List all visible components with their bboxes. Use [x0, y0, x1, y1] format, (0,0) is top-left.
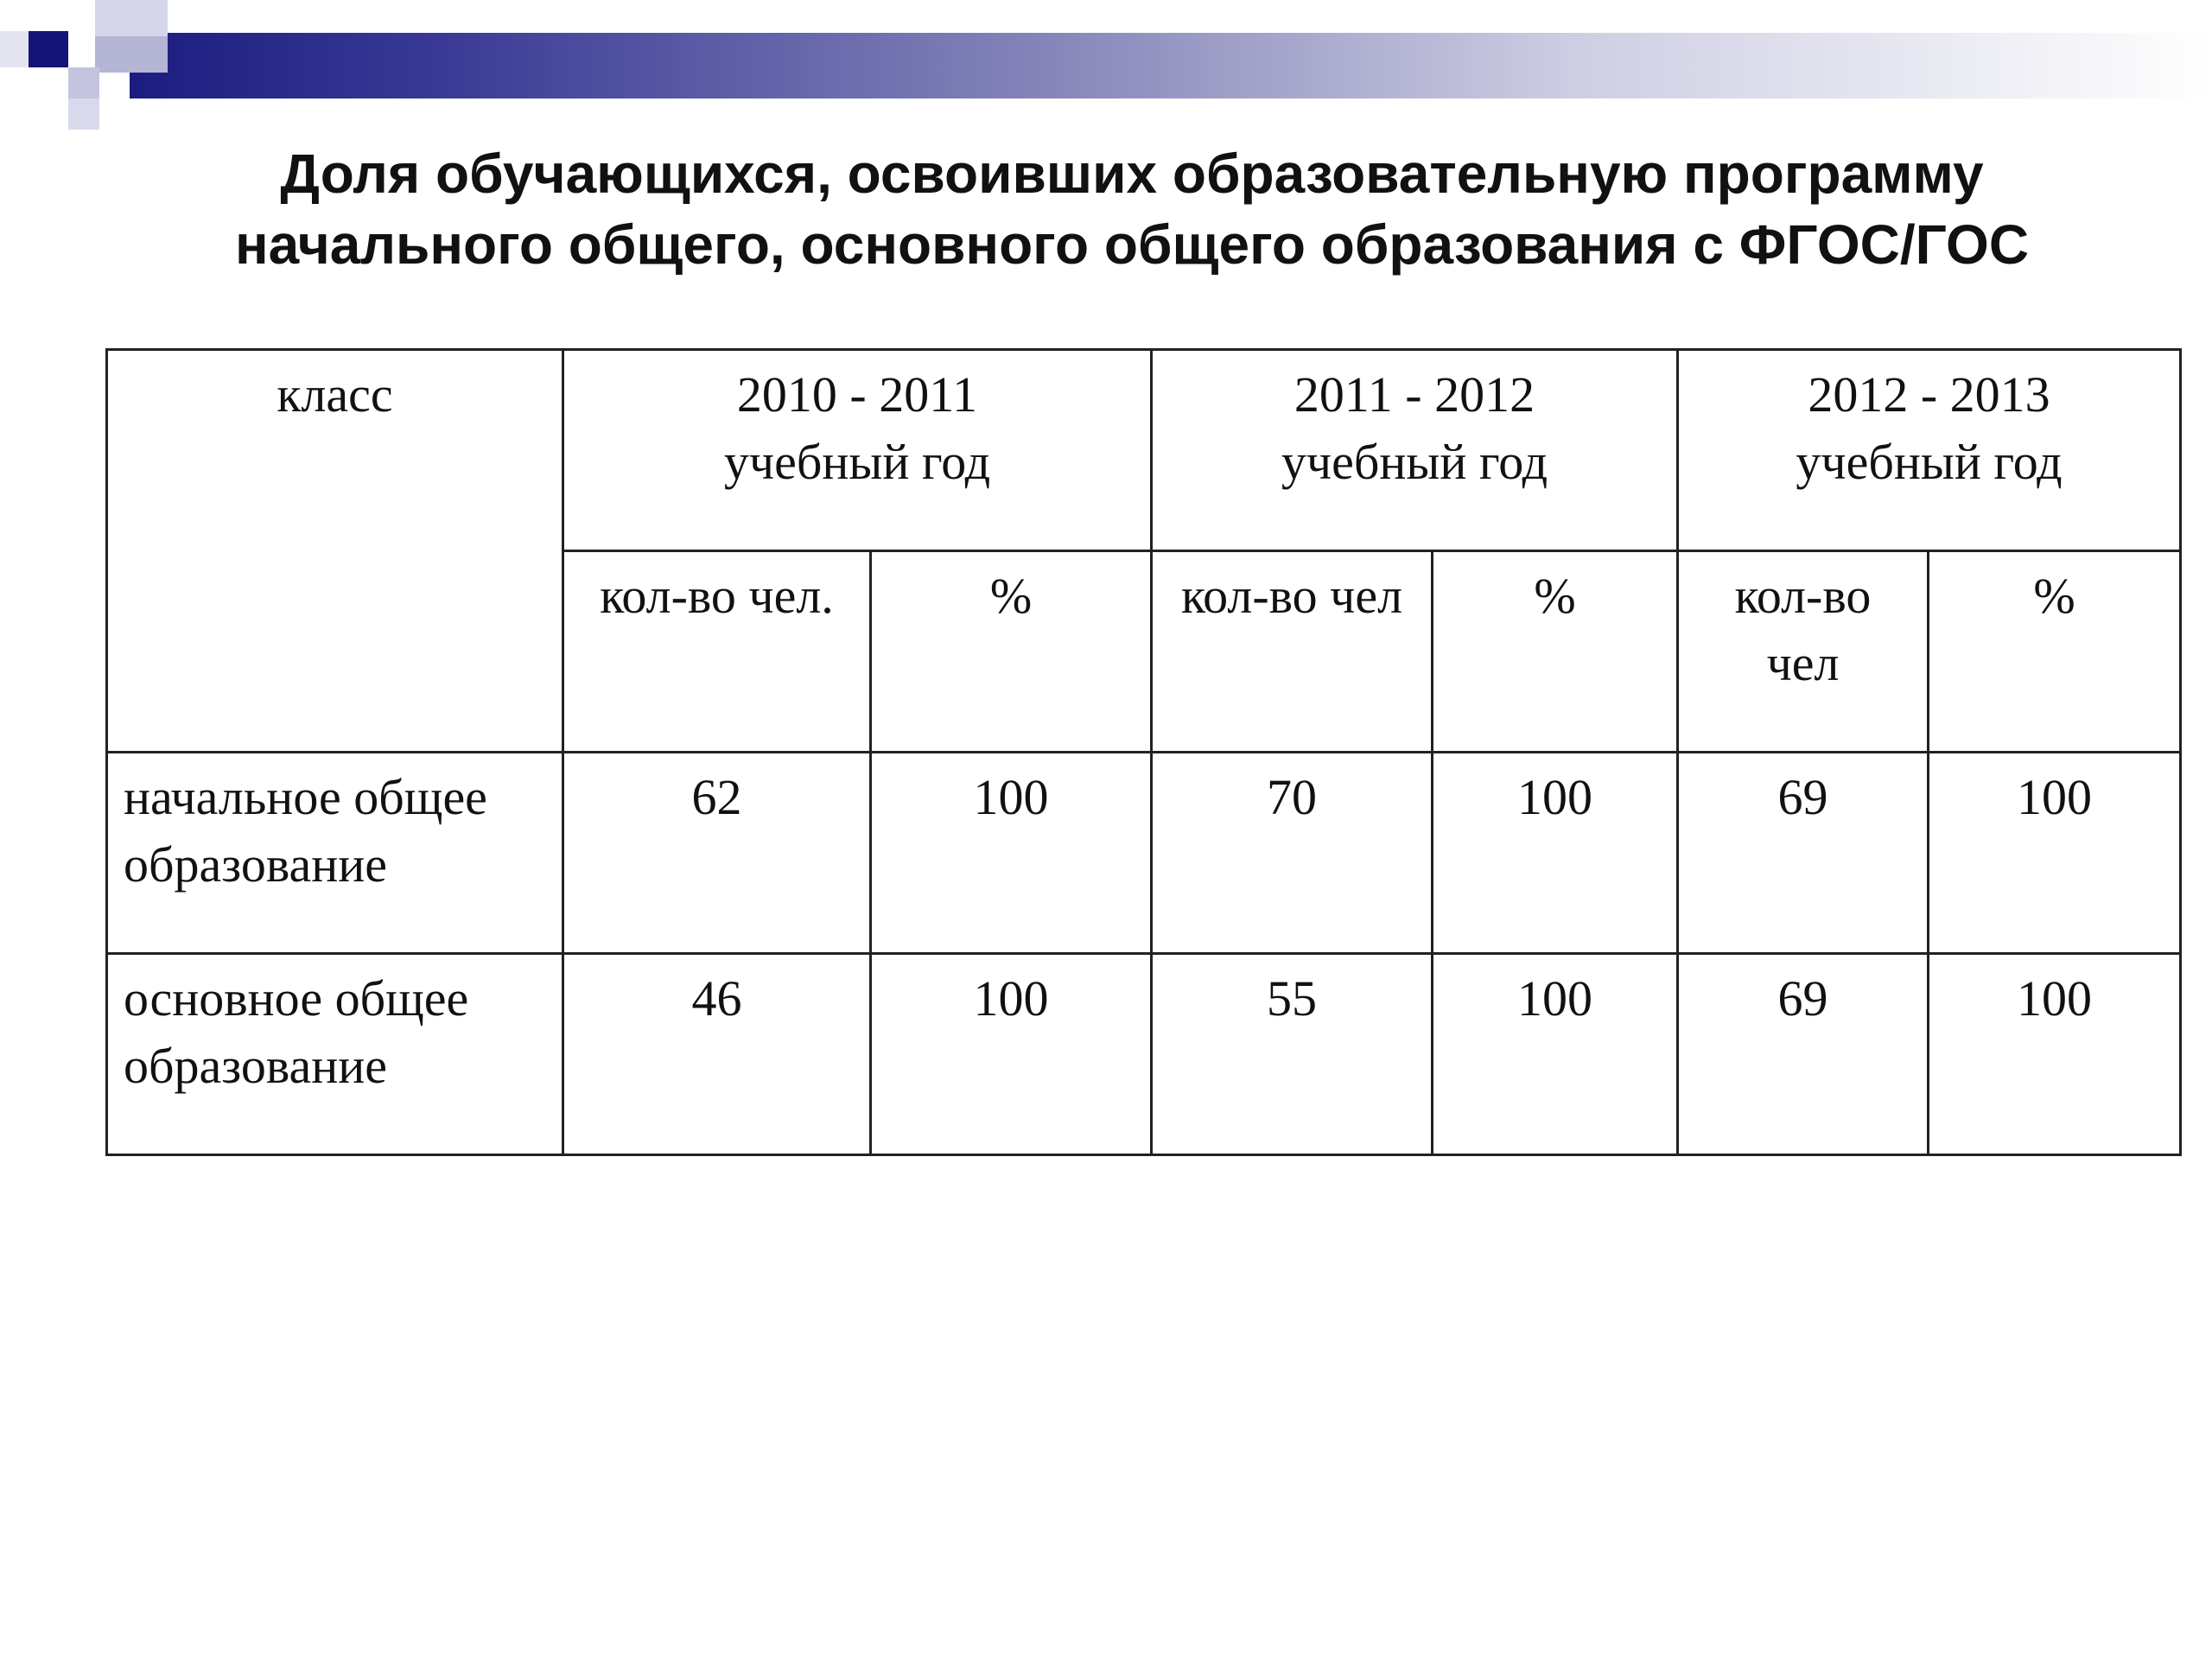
row-label-line: начальное общее — [124, 769, 487, 825]
year-range: 2010 - 2011 — [736, 366, 978, 423]
year-label: учебный год — [1281, 434, 1548, 490]
year-range: 2011 - 2012 — [1294, 366, 1535, 423]
header-decor-square — [68, 99, 99, 130]
cell-count: 69 — [1678, 753, 1929, 954]
cell-percent: 100 — [871, 753, 1152, 954]
subheader-count-line: кол-во — [1734, 568, 1872, 624]
table-row — [107, 954, 2181, 1155]
header-gradient-bar — [130, 33, 2212, 99]
cell-percent: 100 — [1433, 753, 1678, 954]
cell-count: 70 — [1152, 753, 1433, 954]
header-decor-square — [0, 31, 29, 67]
cell-percent: 100 — [1433, 954, 1678, 1155]
slide-title-line: начального общего, основного общего образования с ФГОС/ГОС — [234, 213, 2030, 276]
cell-count: 69 — [1678, 954, 1929, 1155]
header-class-label: класс — [276, 366, 393, 423]
subheader-percent: % — [1929, 551, 2181, 753]
cell-count: 55 — [1152, 954, 1433, 1155]
header-cell-class — [107, 350, 563, 753]
cell-percent: 100 — [1929, 954, 2181, 1155]
cell-count: 46 — [563, 954, 871, 1155]
slide-title-line: Доля обучающихся, освоивших образовательную программу — [280, 143, 1984, 205]
year-label: учебный год — [1796, 434, 2063, 490]
header-decor-square — [95, 0, 168, 36]
table-row — [107, 753, 2181, 954]
row-label — [107, 954, 563, 1155]
header-decor-square — [95, 36, 168, 73]
year-range: 2012 - 2013 — [1808, 366, 2050, 423]
education-table — [105, 348, 2182, 1156]
header-cell-year — [1678, 350, 2181, 551]
row-label-line: образование — [124, 1038, 388, 1094]
subheader-count: кол-во чел. — [563, 551, 871, 753]
table-header-row — [107, 350, 2181, 551]
cell-percent: 100 — [871, 954, 1152, 1155]
subheader-count-line: чел — [1766, 635, 1840, 691]
header-decor-square — [68, 67, 99, 99]
subheader-percent: % — [1433, 551, 1678, 753]
subheader-count — [1678, 551, 1929, 753]
header-decor-square — [0, 67, 68, 130]
header-cell-year — [563, 350, 1152, 551]
row-label — [107, 753, 563, 954]
subheader-count: кол-во чел — [1152, 551, 1433, 753]
header-decor-square — [0, 0, 95, 31]
subheader-percent: % — [871, 551, 1152, 753]
slide-title — [86, 138, 2177, 280]
row-label-line: образование — [124, 836, 388, 893]
header-decor-square — [29, 31, 68, 67]
row-label-line: основное общее — [124, 970, 469, 1027]
year-label: учебный год — [723, 434, 991, 490]
header-cell-year — [1152, 350, 1678, 551]
cell-count: 62 — [563, 753, 871, 954]
cell-percent: 100 — [1929, 753, 2181, 954]
